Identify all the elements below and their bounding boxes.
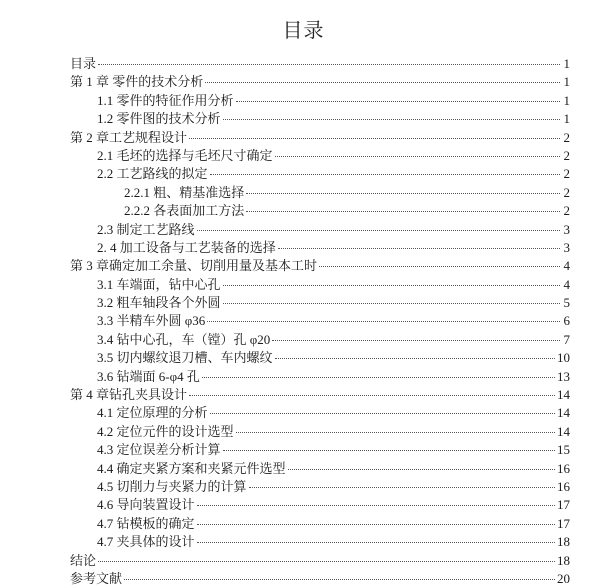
toc-entry[interactable] (70, 478, 570, 496)
dot-leader (207, 321, 560, 322)
toc-entry-page: 7 (563, 331, 570, 347)
toc-entry-page: 4 (563, 258, 570, 274)
toc-entry[interactable] (70, 386, 570, 404)
toc-entry-page: 2 (563, 184, 570, 200)
toc-entry[interactable] (70, 110, 570, 128)
toc-entry-page: 2 (563, 203, 570, 219)
dot-leader (197, 542, 555, 543)
toc-entry-page: 17 (557, 497, 570, 513)
toc-entry[interactable] (70, 496, 570, 514)
toc-entry[interactable] (70, 460, 570, 478)
toc-entry[interactable] (70, 533, 570, 551)
toc-entry[interactable] (70, 92, 570, 110)
toc-entry[interactable] (70, 552, 570, 570)
toc-entry-page: 16 (557, 478, 570, 494)
dot-leader (205, 82, 560, 83)
toc-entry-page: 14 (557, 405, 570, 421)
toc-entry[interactable] (70, 165, 570, 183)
toc-entry-label: 4.4 确定夹紧方案和夹紧元件选型 (97, 460, 286, 476)
toc-entry-label: 结论 (70, 552, 97, 568)
dot-leader (197, 505, 555, 506)
toc-entry-page: 10 (557, 350, 570, 366)
dot-leader (223, 303, 560, 304)
table-of-contents (70, 55, 570, 588)
toc-entry-label: 2. 4 加工设备与工艺装备的选择 (97, 239, 276, 255)
toc-entry[interactable] (70, 129, 570, 147)
dot-leader (223, 450, 555, 451)
dot-leader (319, 266, 560, 267)
dot-leader (98, 64, 560, 65)
toc-entry-label: 参考文献 (70, 570, 123, 586)
toc-entry-label: 3.6 钻端面 6-φ4 孔 (97, 368, 200, 384)
toc-entry-label: 4.2 定位元件的设计选型 (97, 423, 234, 439)
toc-entry-page: 20 (557, 570, 570, 586)
toc-entry-page: 17 (557, 515, 570, 531)
toc-entry-label: 4.5 切削力与夹紧力的计算 (97, 478, 247, 494)
toc-entry-page: 4 (563, 276, 570, 292)
toc-entry-label: 3.2 粗车轴段各个外圆 (97, 295, 221, 311)
dot-leader (124, 579, 555, 580)
toc-entry-page: 2 (563, 166, 570, 182)
toc-entry-page: 6 (563, 313, 570, 329)
toc-entry-page: 3 (563, 221, 570, 237)
toc-entry-label: 4.3 定位误差分析计算 (97, 442, 221, 458)
toc-entry-label: 1.2 零件图的技术分析 (97, 111, 221, 127)
dot-leader (210, 413, 555, 414)
toc-entry-label: 3.1 车端面，钻中心孔 (97, 276, 221, 292)
dot-leader (246, 193, 560, 194)
toc-entry-label: 3.4 钻中心孔，车（镗）孔 φ20 (97, 331, 271, 347)
toc-entry[interactable] (70, 570, 570, 588)
toc-entry[interactable] (70, 368, 570, 386)
toc-entry-label: 2.2 工艺路线的拟定 (97, 166, 208, 182)
toc-entry[interactable] (70, 184, 570, 202)
dot-leader (272, 340, 560, 341)
toc-entry-page: 2 (563, 129, 570, 145)
page-title: 目录 (282, 20, 325, 42)
toc-entry-label: 第 3 章确定加工余量、切削用量及基本工时 (70, 258, 318, 274)
toc-entry-page: 1 (563, 111, 570, 127)
toc-entry[interactable] (70, 239, 570, 257)
toc-entry-page: 13 (557, 368, 570, 384)
toc-entry-page: 1 (563, 56, 570, 71)
toc-entry-label: 4.6 导向装置设计 (97, 497, 195, 513)
dot-leader (197, 524, 555, 525)
toc-entry[interactable] (70, 423, 570, 441)
dot-leader (288, 469, 555, 470)
dot-leader (275, 358, 555, 359)
toc-entry[interactable] (70, 276, 570, 294)
dot-leader (275, 156, 560, 157)
dot-leader (278, 248, 560, 249)
toc-entry[interactable] (70, 404, 570, 422)
toc-entry-page: 18 (557, 552, 570, 568)
toc-entry-label: 第 1 章 零件的技术分析 (70, 74, 204, 90)
dot-leader (236, 101, 560, 102)
dot-leader (202, 377, 555, 378)
toc-entry[interactable] (70, 202, 570, 220)
toc-entry-label: 4.7 钻模板的确定 (97, 515, 195, 531)
dot-leader (223, 285, 560, 286)
toc-entry-label: 2.2.1 粗、精基准选择 (124, 184, 245, 200)
toc-entry[interactable] (70, 349, 570, 367)
toc-entry[interactable] (70, 257, 570, 275)
dot-leader (189, 395, 555, 396)
toc-entry-label: 2.2.2 各表面加工方法 (124, 203, 245, 219)
toc-entry-page: 18 (557, 534, 570, 550)
dot-leader (246, 211, 560, 212)
toc-entry-page: 15 (557, 442, 570, 458)
toc-entry-page: 3 (563, 239, 570, 255)
toc-entry-page: 14 (557, 423, 570, 439)
toc-entry[interactable] (70, 73, 570, 91)
toc-entry-label: 2.1 毛坯的选择与毛坯尺寸确定 (97, 147, 273, 163)
toc-entry-page: 1 (563, 92, 570, 108)
toc-entry[interactable] (70, 515, 570, 533)
toc-entry-label: 第 2 章工艺规程设计 (70, 129, 188, 145)
toc-entry-page: 16 (557, 460, 570, 476)
toc-entry-label: 4.7 夹具体的设计 (97, 534, 195, 550)
dot-leader (210, 174, 560, 175)
toc-entry-page: 2 (563, 147, 570, 163)
toc-entry-label: 3.3 半精车外圆 φ36 (97, 313, 206, 329)
toc-entry-label: 第 4 章钻孔夹具设计 (70, 387, 188, 403)
toc-entry-label: 4.1 定位原理的分析 (97, 405, 208, 421)
dot-leader (98, 561, 555, 562)
dot-leader (249, 487, 555, 488)
toc-entry[interactable] (70, 312, 570, 330)
toc-entry[interactable] (70, 55, 570, 73)
toc-entry-page: 5 (563, 295, 570, 311)
dot-leader (189, 138, 560, 139)
toc-entry[interactable] (70, 294, 570, 312)
dot-leader (236, 432, 555, 433)
toc-entry-label: 目录 (70, 56, 97, 71)
toc-entry[interactable] (70, 221, 570, 239)
toc-entry-page: 1 (563, 74, 570, 90)
toc-entry-label: 2.3 制定工艺路线 (97, 221, 195, 237)
dot-leader (223, 119, 560, 120)
toc-entry-label: 1.1 零件的特征作用分析 (97, 92, 234, 108)
dot-leader (197, 230, 560, 231)
toc-entry[interactable] (70, 441, 570, 459)
toc-entry[interactable] (70, 147, 570, 165)
toc-entry-page: 14 (557, 387, 570, 403)
toc-entry[interactable] (70, 331, 570, 349)
toc-entry-label: 3.5 切内螺纹退刀槽、车内螺纹 (97, 350, 273, 366)
